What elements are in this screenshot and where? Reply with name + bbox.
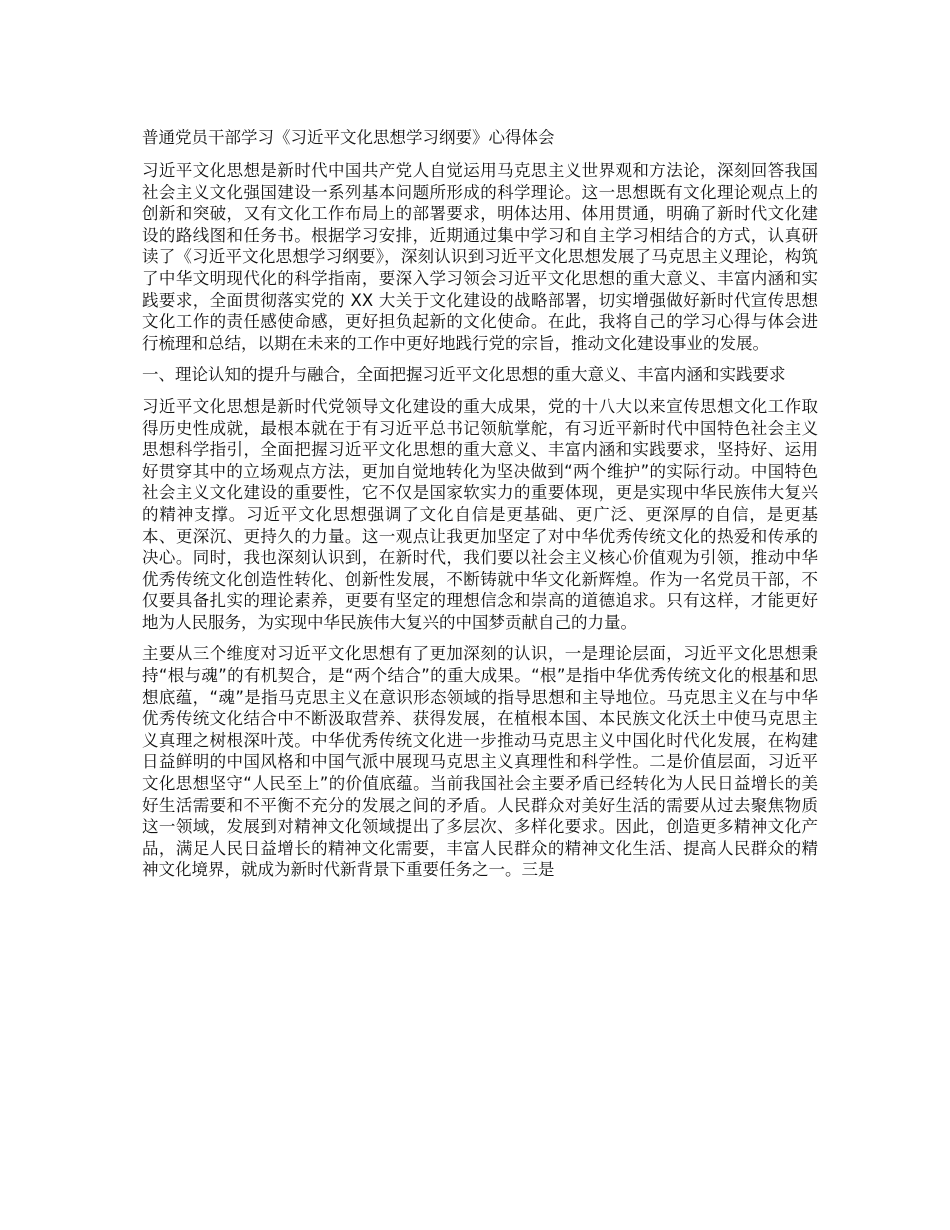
section-1-paragraph-2: 主要从三个维度对习近平文化思想有了更加深刻的认识，一是理论层面，习近平文化思想秉持“根与魂”的有机契合，是“两个结合”的重大成果。“根”是指中华优秀传统文化的根基和思想底蕴，“魂”是指马克思主义在意识形态领域的指导思想和主导地位。马克思主义在与中华优秀传统文化结合中不断汲取营养、获得发展，在植根本国、本民族文化沃土中使马克思主义真理之树根深叶茂。中华优秀传统文化进一步推动马克思主义中国化时代化发展，在构建日益鲜明的中国风格和中国气派中展现马克思主义真理性和科学性。二是价值层面，习近平文化思想坚守“人民至上”的价值底蕴。当前我国社会主要矛盾已经转化为人民日益增长的美好生活需要和不平衡不充分的发展之间的矛盾。人民群众对美好生活的需要从过去聚焦物质这一领域，发展到对精神文化领域提出了多层次、多样化要求。因此，创造更多精神文化产品，满足人民日益增长的精神文化需要，丰富人民群众的精神文化生活、提高人民群众的精神文化境界，就成为新时代新背景下重要任务之一。三是 [142, 644, 818, 880]
document-title: 普通党员干部学习《习近平文化思想学习纲要》心得体会 [142, 128, 555, 147]
intro-paragraph: 习近平文化思想是新时代中国共产党人自觉运用马克思主义世界观和方法论，深刻回答我国社会主义文化强国建设一系列基本问题所形成的科学理论。这一思想既有文化理论观点上的创新和突破，又有文化工作布局上的部署要求，明体达用、体用贯通，明确了新时代文化建设的路线图和任务书。根据学习安排，近期通过集中学习和自主学习相结合的方式，认真研读了《习近平文化思想学习纲要》，深刻认识到习近平文化思想发展了马克思主义理论，构筑了中华文明现代化的科学指南，要深入学习领会习近平文化思想的重大意义、丰富内涵和实践要求，全面贯彻落实党的 XX 大关于文化建设的战略部署，切实增强做好新时代宣传思想文化工作的责任感使命感，更好担负起新的文化使命。在此，我将自己的学习心得与体会进行梳理和总结，以期在未来的工作中更好地践行党的宗旨，推动文化建设事业的发展。 [142, 161, 818, 353]
document-page [142, 126, 818, 891]
section-1-paragraph-1: 习近平文化思想是新时代党领导文化建设的重大成果，党的十八大以来宣传思想文化工作取得历史性成就，最根本就在于有习近平总书记领航掌舵，有习近平新时代中国特色社会主义思想科学指引，全面把握习近平文化思想的重大意义、丰富内涵和实践要求，坚持好、运用好贯穿其中的立场观点方法，更加自觉地转化为坚决做到“两个维护”的实际行动。中国特色社会主义文化建设的重要性，它不仅是国家软实力的重要体现，更是实现中华民族伟大复兴的精神支撑。习近平文化思想强调了文化自信是更基础、更广泛、更深厚的自信，是更基本、更深沉、更持久的力量。这一观点让我更加坚定了对中华优秀传统文化的热爱和传承的决心。同时，我也深刻认识到，在新时代，我们要以社会主义核心价值观为引领，推动中华优秀传统文化创造性转化、创新性发展，不断铸就中华文化新辉煌。作为一名党员干部，不仅要具备扎实的理论素养，更要有坚定的理想信念和崇高的道德追求。只有这样，才能更好地为人民服务，为实现中华民族伟大复兴的中国梦贡献自己的力量。 [142, 396, 818, 632]
section-1-heading: 一、理论认知的提升与融合，全面把握习近平文化思想的重大意义、丰富内涵和实践要求 [142, 365, 786, 385]
